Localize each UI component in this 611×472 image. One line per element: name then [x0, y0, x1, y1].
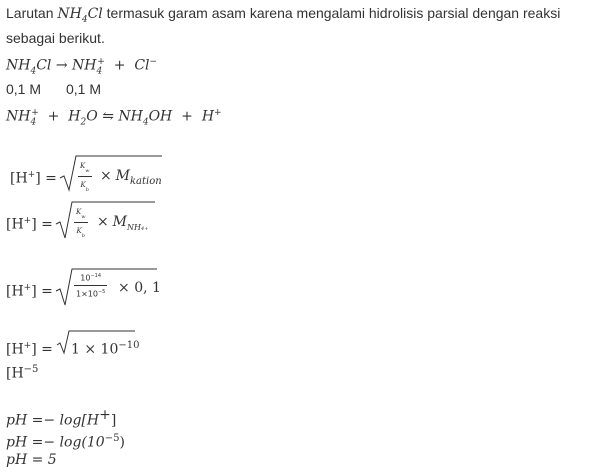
formula-sqrt-product: [H+] =: [6, 341, 53, 358]
fraction-kw-kb-1: $\frac{K_w}{K_b}$: [78, 158, 92, 195]
ph-result: pH = 5: [6, 452, 57, 468]
formula-nh4: [H+] =: [6, 216, 53, 233]
reaction-dissociation: $NH_4Cl \to NH_4^+ + Cl^-$: [6, 57, 158, 77]
fraction-kw-kb-values: $\frac{10^{-14}}{1\times 10^{-5}}$: [74, 270, 107, 300]
formula-general: [H+] =: [10, 170, 57, 187]
intro-line-1: [6, 4, 560, 29]
intro-text-post: termasuk garam asam karena mengalami hidrolisis parsial dengan reaksi: [106, 5, 561, 21]
ph-substitution: pH =− $\log(10^{-5})$: [6, 433, 125, 451]
fraction-kw-kb-2: $\frac{K_w}{K_b}$: [74, 204, 88, 241]
radicand: $1 \times 10^{-10}$: [71, 340, 140, 358]
intro-species: $NH_4Cl$: [57, 6, 103, 25]
reaction-hydrolysis: $NH_4^+ + H_2O$ ⇋ $NH_4OH + H^+$: [6, 108, 222, 128]
times-m-kation: × $M_{kation}$: [100, 168, 162, 187]
ph-definition: pH =− log[H+]: [6, 407, 117, 429]
formula-h-concentration: [$H^{-5}$: [6, 364, 39, 382]
arrow-icon: →: [55, 57, 68, 74]
intro-line-2: sebagai berikut.: [6, 30, 105, 46]
concentration-b: 0,1 M: [66, 81, 102, 97]
times-m-nh4: × $M_{NH4+}$: [97, 214, 149, 232]
times-concentration: × 0, 1: [118, 280, 161, 296]
intro-text-pre: Larutan: [6, 5, 54, 21]
formula-numeric: [H+] =: [6, 283, 53, 300]
equilibrium-icon: ⇋: [102, 108, 114, 125]
concentration-a: 0,1 M: [6, 81, 42, 97]
